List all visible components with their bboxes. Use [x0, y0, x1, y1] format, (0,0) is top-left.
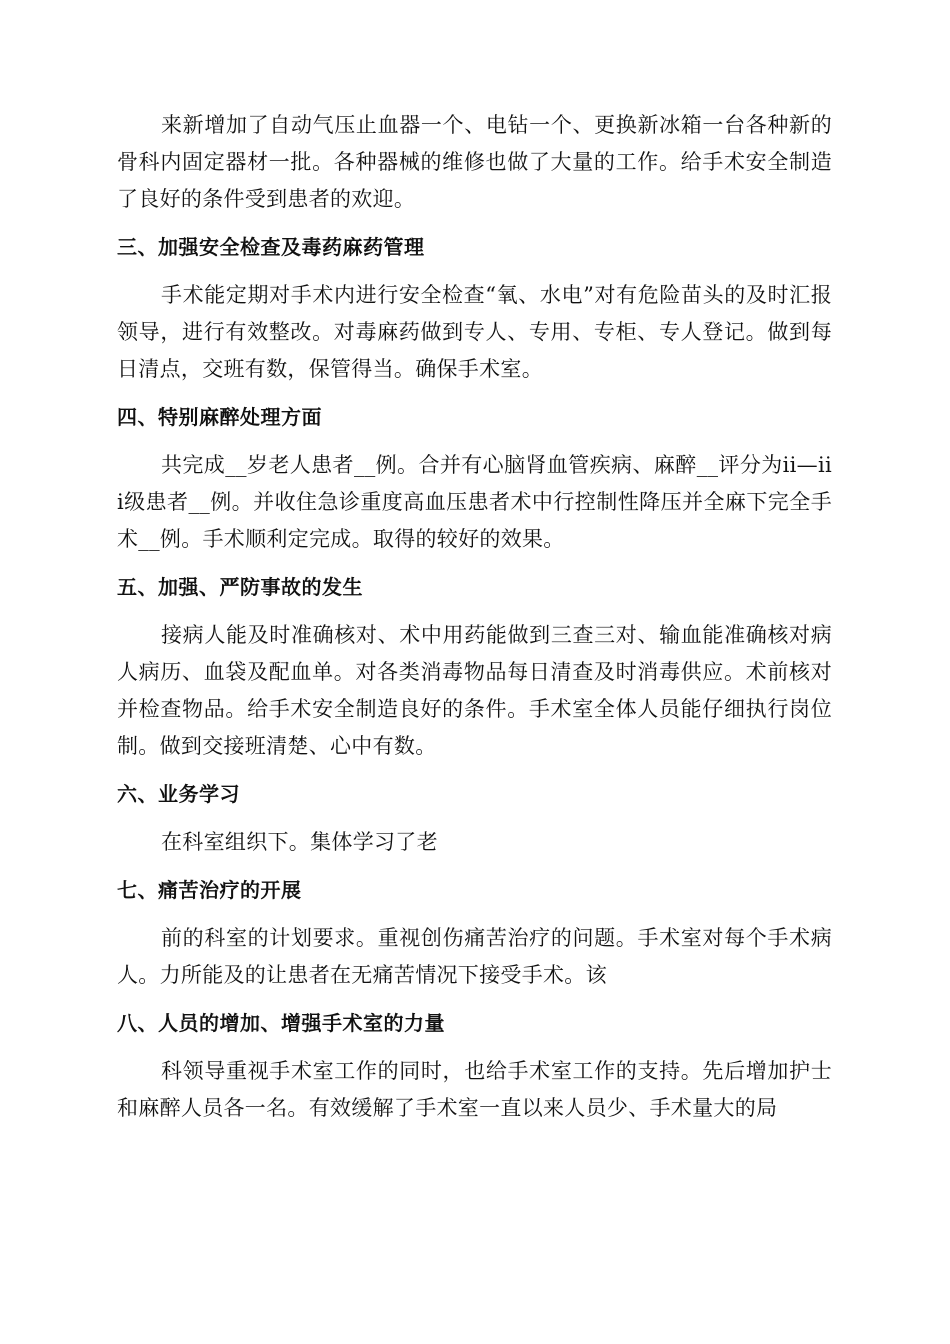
- heading-safety-inspection: 三、加强安全检查及毒药麻药管理: [117, 235, 425, 259]
- paragraph-accident-prevention: 接病人能及时准确核对、术中用药能做到三查三对、输血能准确核对病人病历、血袋及配血单。对各类消毒物品每日清查及时消毒供应。术前核对并检查物品。给手术安全制造良好的条件。手术室全体人员能仔细执行岗位制。做到交接班清楚、心中有数。: [117, 623, 832, 758]
- heading-professional-study: 六、业务学习: [117, 782, 240, 806]
- paragraph-equipment: 来新增加了自动气压止血器一个、电钻一个、更换新冰箱一台各种新的骨科内固定器材一批。各种器械的维修也做了大量的工作。给手术安全制造了良好的条件受到患者的欢迎。: [117, 113, 832, 211]
- paragraph-safety-inspection: 手术能定期对手术内进行安全检查“氧、水电”对有危险苗头的及时汇报领导，进行有效整改。对毒麻药做到专人、专用、专柜、专人登记。做到每日清点，交班有数，保管得当。确保手术室。: [117, 283, 832, 381]
- paragraph-pain-treatment: 前的科室的计划要求。重视创伤痛苦治疗的问题。手术室对每个手术病人。力所能及的让患者在无痛苦情况下接受手术。该: [117, 926, 832, 987]
- heading-pain-treatment: 七、痛苦治疗的开展: [117, 878, 302, 902]
- paragraph-staff-increase: 科领导重视手术室工作的同时，也给手术室工作的支持。先后增加护士和麻醉人员各一名。有效缓解了手术室一直以来人员少、手术量大的局: [117, 1059, 832, 1120]
- heading-accident-prevention: 五、加强、严防事故的发生: [117, 575, 363, 599]
- heading-special-anesthesia: 四、特别麻醉处理方面: [117, 405, 322, 429]
- paragraph-professional-study: 在科室组织下。集体学习了老: [161, 830, 438, 854]
- heading-staff-increase: 八、人员的增加、增强手术室的力量: [117, 1011, 445, 1035]
- paragraph-special-anesthesia: 共完成__岁老人患者__例。合并有心脑肾血管疾病、麻醉__评分为ii—iii级患者__例。并收住急诊重度高血压患者术中行控制性降压并全麻下完全手术__例。手术顺利定完成。取得的较好的效果。: [117, 453, 832, 551]
- document-body: [117, 107, 832, 1127]
